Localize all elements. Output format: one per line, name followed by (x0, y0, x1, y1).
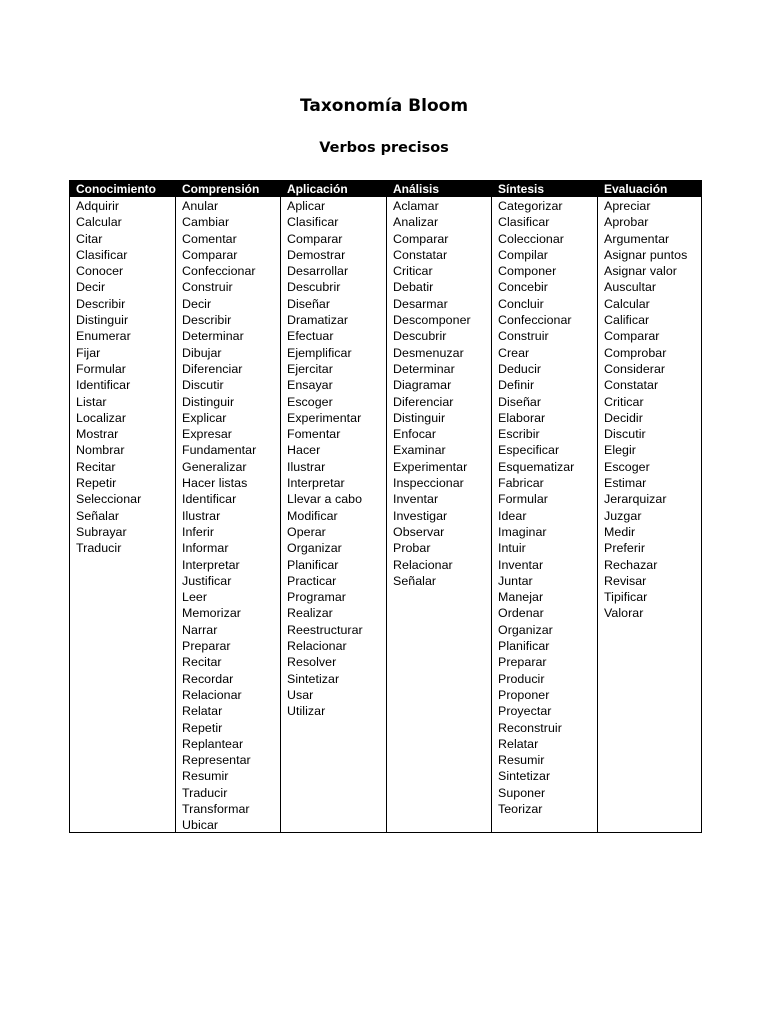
verb-item: Repetir (182, 720, 223, 735)
verb-item: Recitar (76, 459, 116, 474)
verb-item: Crear (498, 345, 530, 360)
verb-item: Esquematizar (498, 459, 575, 474)
verb-item: Practicar (287, 573, 337, 588)
verb-item: Rechazar (604, 557, 658, 572)
verb-item: Confeccionar (182, 264, 256, 279)
verb-item: Calcular (604, 296, 650, 311)
verb-item: Determinar (182, 329, 244, 344)
verb-item: Auscultar (604, 280, 657, 295)
verb-item: Descomponer (393, 313, 471, 328)
column-header: Conocimiento (76, 182, 156, 196)
verb-item: Desarrollar (287, 264, 349, 279)
verb-item: Conocer (76, 264, 124, 279)
verb-item: Intuir (498, 541, 526, 556)
verb-item: Constatar (393, 247, 448, 262)
verb-item: Inspeccionar (393, 476, 464, 491)
verb-item: Desmenuzar (393, 345, 464, 360)
document-subtitle: Verbos precisos (319, 140, 449, 156)
verb-item: Comparar (182, 247, 238, 262)
verb-item: Considerar (604, 361, 666, 376)
verb-item: Formular (76, 361, 126, 376)
verb-item: Examinar (393, 443, 446, 458)
verb-item: Manejar (498, 590, 544, 605)
verb-item: Mostrar (76, 427, 119, 442)
column-header: Aplicación (287, 182, 348, 196)
verb-item: Concebir (498, 280, 548, 295)
verb-item: Planificar (287, 557, 339, 572)
verb-item: Narrar (182, 622, 218, 637)
verb-item: Fundamentar (182, 443, 257, 458)
verb-item: Comprobar (604, 345, 667, 360)
verb-item: Ensayar (287, 378, 333, 393)
verb-item: Señalar (393, 573, 437, 588)
verb-item: Realizar (287, 606, 333, 621)
verb-item: Relatar (182, 704, 223, 719)
verb-item: Valorar (604, 606, 644, 621)
verb-item: Discutir (182, 378, 224, 393)
verb-item: Escoger (604, 459, 650, 474)
verb-item: Tipificar (604, 590, 648, 605)
verb-list (598, 197, 701, 622)
verb-item: Componer (498, 264, 557, 279)
verb-item: Identificar (182, 492, 237, 507)
verb-item: Constatar (604, 378, 659, 393)
verb-item: Justificar (182, 573, 232, 588)
verb-item: Criticar (604, 394, 644, 409)
verb-item: Inventar (498, 557, 544, 572)
verb-item: Comparar (604, 329, 660, 344)
document-title: Taxonomía Bloom (299, 96, 469, 116)
verb-item: Dibujar (182, 345, 222, 360)
verb-item: Calcular (76, 215, 122, 230)
verb-item: Especificar (498, 443, 560, 458)
column-evaluacion (597, 181, 701, 832)
verb-item: Coleccionar (498, 231, 564, 246)
verb-item: Confeccionar (498, 313, 572, 328)
verb-item: Relatar (498, 736, 539, 751)
verb-item: Jerarquizar (604, 492, 667, 507)
verb-item: Proponer (498, 687, 550, 702)
column-aplicacion (280, 181, 386, 832)
verb-item: Diagramar (393, 378, 452, 393)
verb-item: Asignar valor (604, 264, 677, 279)
verb-item: Interpretar (182, 557, 240, 572)
verb-item: Fijar (76, 345, 101, 360)
verb-item: Asignar puntos (604, 247, 688, 262)
verb-list (176, 197, 280, 834)
verb-item: Transformar (182, 801, 250, 816)
verb-item: Decir (182, 296, 212, 311)
verb-item: Fomentar (287, 427, 341, 442)
verb-item: Distinguir (393, 410, 446, 425)
verb-item: Generalizar (182, 459, 247, 474)
verb-item: Replantear (182, 736, 244, 751)
verb-item: Describir (76, 296, 126, 311)
verb-item: Reconstruir (498, 720, 562, 735)
verb-item: Ejemplificar (287, 345, 352, 360)
verb-item: Relacionar (182, 687, 242, 702)
verb-item: Describir (182, 313, 232, 328)
verb-item: Dramatizar (287, 313, 349, 328)
verb-item: Adquirir (76, 199, 120, 213)
verb-item: Escribir (498, 427, 540, 442)
verb-item: Planificar (498, 639, 550, 654)
verbs-table (69, 180, 702, 833)
column-sintesis (491, 181, 597, 832)
verb-item: Organizar (287, 541, 342, 556)
verb-item: Juzgar (604, 508, 642, 523)
verb-item: Demostrar (287, 247, 346, 262)
verb-item: Determinar (393, 361, 455, 376)
verb-item: Proyectar (498, 704, 552, 719)
verb-item: Criticar (393, 264, 433, 279)
verb-item: Identificar (76, 378, 131, 393)
verb-item: Escoger (287, 394, 333, 409)
verb-item: Debatir (393, 280, 434, 295)
verb-item: Discutir (604, 427, 646, 442)
verb-item: Ejercitar (287, 361, 333, 376)
verb-item: Aprobar (604, 215, 649, 230)
verb-item: Clasificar (498, 215, 550, 230)
column-header: Análisis (393, 182, 440, 196)
verb-item: Ubicar (182, 818, 219, 833)
verb-item: Construir (182, 280, 233, 295)
verb-item: Clasificar (287, 215, 339, 230)
verb-item: Relacionar (287, 639, 347, 654)
verb-item: Observar (393, 524, 445, 539)
verb-item: Leer (182, 590, 207, 605)
verb-item: Comparar (287, 231, 343, 246)
verb-item: Descubrir (393, 329, 447, 344)
verb-item: Repetir (76, 476, 117, 491)
verb-item: Preferir (604, 541, 646, 556)
verb-item: Citar (76, 231, 103, 246)
verb-item: Utilizar (287, 704, 326, 719)
verb-item: Comparar (393, 231, 449, 246)
verb-item: Resolver (287, 655, 337, 670)
verb-item: Aclamar (393, 199, 439, 213)
verb-item: Interpretar (287, 476, 345, 491)
verb-item: Categorizar (498, 199, 563, 213)
verb-item: Reestructurar (287, 622, 363, 637)
verb-item: Organizar (498, 622, 553, 637)
verb-item: Localizar (76, 410, 127, 425)
verb-item: Desarmar (393, 296, 448, 311)
verb-item: Idear (498, 508, 527, 523)
verb-item: Argumentar (604, 231, 670, 246)
verb-item: Expresar (182, 427, 232, 442)
verb-item: Suponer (498, 785, 546, 800)
column-comprension (175, 181, 280, 832)
verb-item: Inventar (393, 492, 439, 507)
verb-item: Resumir (182, 769, 229, 784)
verb-item: Teorizar (498, 801, 543, 816)
verb-item: Programar (287, 590, 346, 605)
verb-item: Definir (498, 378, 535, 393)
verb-item: Hacer listas (182, 476, 248, 491)
verb-item: Aplicar (287, 199, 326, 213)
column-header: Síntesis (498, 182, 545, 196)
verb-item: Recitar (182, 655, 222, 670)
verb-item: Diferenciar (182, 361, 243, 376)
column-conocimiento (70, 181, 175, 832)
verb-item: Apreciar (604, 199, 651, 213)
verb-item: Concluir (498, 296, 544, 311)
verb-item: Llevar a cabo (287, 492, 363, 507)
verb-item: Listar (76, 394, 107, 409)
verb-item: Traducir (76, 541, 122, 556)
verb-item: Ilustrar (182, 508, 221, 523)
verb-item: Subrayar (76, 524, 127, 539)
verb-item: Fabricar (498, 476, 544, 491)
verb-item: Representar (182, 753, 251, 768)
verb-item: Resumir (498, 753, 545, 768)
verb-item: Deducir (498, 361, 542, 376)
verb-item: Revisar (604, 573, 647, 588)
verb-item: Preparar (182, 639, 231, 654)
verb-item: Elaborar (498, 410, 546, 425)
verb-item: Probar (393, 541, 431, 556)
verb-item: Inferir (182, 524, 215, 539)
verb-item: Sintetizar (287, 671, 340, 686)
column-header: Evaluación (604, 182, 668, 196)
verb-item: Seleccionar (76, 492, 142, 507)
verb-list (70, 197, 175, 557)
verb-item: Memorizar (182, 606, 241, 621)
verb-item: Analizar (393, 215, 439, 230)
verb-item: Comentar (182, 231, 237, 246)
verb-item: Construir (498, 329, 549, 344)
verb-item: Compilar (498, 247, 548, 262)
column-analisis (386, 181, 491, 832)
verb-item: Investigar (393, 508, 448, 523)
verb-item: Descubrir (287, 280, 341, 295)
verb-item: Clasificar (76, 247, 128, 262)
verb-item: Informar (182, 541, 229, 556)
verb-item: Juntar (498, 573, 533, 588)
verb-item: Elegir (604, 443, 636, 458)
verb-item: Cambiar (182, 215, 230, 230)
verb-list (281, 197, 386, 720)
verb-item: Diseñar (498, 394, 542, 409)
verb-item: Estimar (604, 476, 647, 491)
verb-item: Distinguir (182, 394, 235, 409)
verb-item: Efectuar (287, 329, 334, 344)
column-header: Comprensión (182, 182, 260, 196)
verb-item: Modificar (287, 508, 338, 523)
verb-item: Decir (76, 280, 106, 295)
verb-item: Traducir (182, 785, 228, 800)
verb-item: Medir (604, 524, 636, 539)
verb-item: Explicar (182, 410, 227, 425)
verb-list (387, 197, 491, 589)
verb-item: Imaginar (498, 524, 547, 539)
verb-item: Diseñar (287, 296, 331, 311)
verb-item: Usar (287, 687, 314, 702)
verb-item: Nombrar (76, 443, 125, 458)
verb-item: Sintetizar (498, 769, 551, 784)
verb-item: Distinguir (76, 313, 129, 328)
verb-item: Experimentar (287, 410, 362, 425)
verb-item: Decidir (604, 410, 643, 425)
verb-item: Ilustrar (287, 459, 326, 474)
verb-list (492, 197, 597, 817)
verb-item: Diferenciar (393, 394, 454, 409)
verb-item: Señalar (76, 508, 120, 523)
verb-item: Calificar (604, 313, 650, 328)
verb-item: Enumerar (76, 329, 131, 344)
verb-item: Ordenar (498, 606, 544, 621)
verb-item: Hacer (287, 443, 321, 458)
verb-item: Recordar (182, 671, 234, 686)
verb-item: Producir (498, 671, 545, 686)
verb-item: Preparar (498, 655, 547, 670)
verb-item: Anular (182, 199, 219, 213)
verb-item: Experimentar (393, 459, 468, 474)
verb-item: Enfocar (393, 427, 437, 442)
verb-item: Operar (287, 524, 326, 539)
verb-item: Relacionar (393, 557, 453, 572)
verb-item: Formular (498, 492, 548, 507)
